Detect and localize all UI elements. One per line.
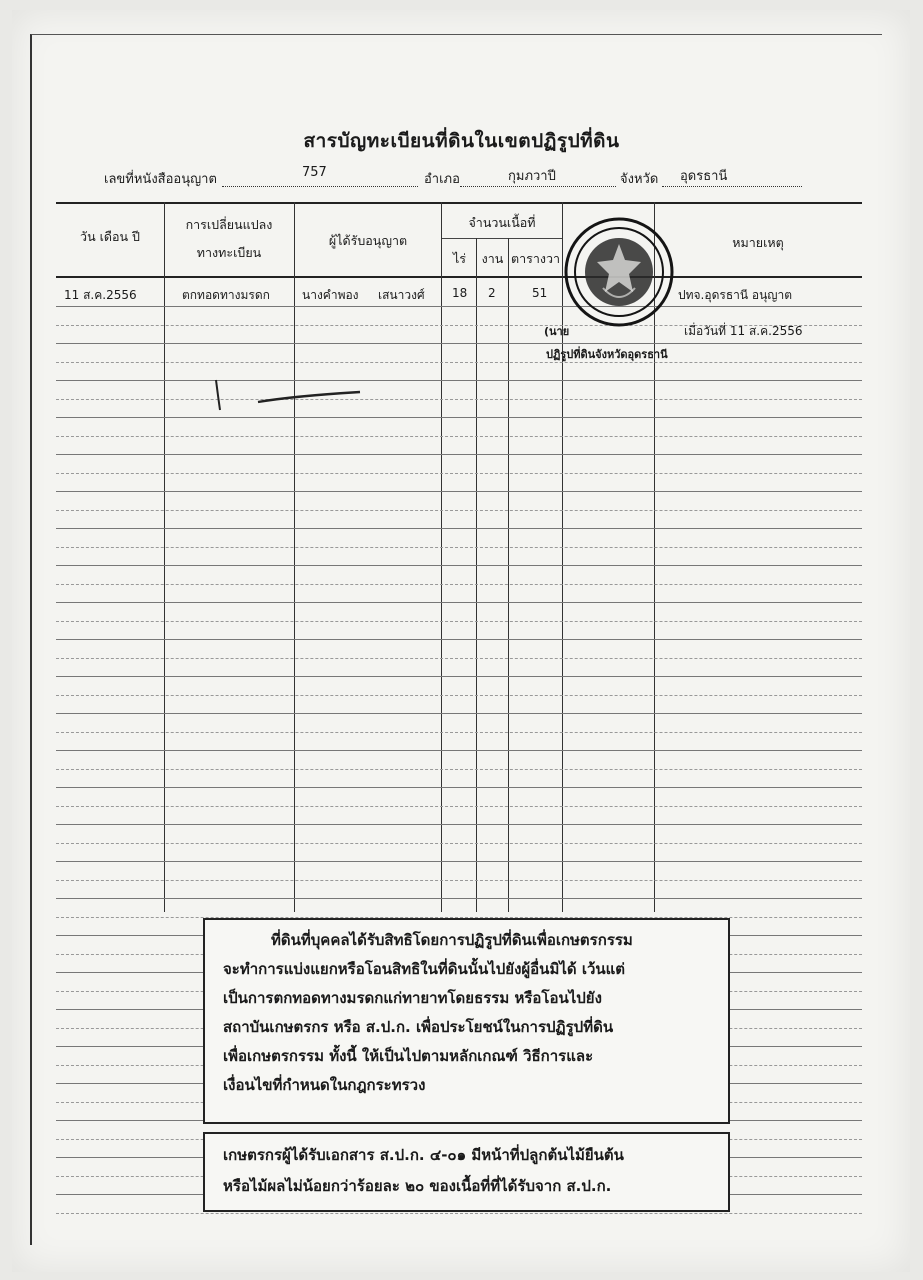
table-top-rule — [56, 202, 862, 204]
row-permittee-surname: เสนาวงศ์ — [378, 288, 425, 302]
table-rule-line — [56, 417, 862, 418]
table-rule-line — [56, 306, 862, 307]
table-rule-line — [56, 399, 862, 400]
table-header-bottom-rule — [56, 276, 862, 278]
row-change: ตกทอดทางมรดก — [182, 288, 270, 302]
header-rai: ไร่ — [452, 251, 466, 266]
table-rule-line — [56, 658, 862, 659]
table-rule-line — [56, 769, 862, 770]
table-rule-line — [56, 639, 862, 640]
province-label: จังหวัด — [620, 172, 659, 187]
row-date: 11 ส.ค.2556 — [64, 288, 137, 302]
header-date: วัน เดือน ปี — [80, 229, 140, 244]
stamp-text-line2: ปฏิรูปที่ดินจังหวัดอุดรธานี — [546, 348, 668, 361]
table-rule-line — [56, 732, 862, 733]
table-rule-line — [56, 362, 862, 363]
province-value: อุดรธานี — [680, 169, 728, 184]
table-rule-line — [56, 436, 862, 437]
header-permittee: ผู้ได้รับอนุญาต — [328, 233, 408, 248]
row-wa: 51 — [532, 286, 548, 300]
header-area: จำนวนเนื้อที่ — [468, 215, 536, 230]
table-rule-line — [56, 824, 862, 825]
notice-1-line-6: เงื่อนไขที่กำหนดในกฎกระทรวง — [223, 1076, 426, 1094]
table-rule-line — [56, 491, 862, 492]
header-remark: หมายเหตุ — [732, 235, 784, 250]
table-rule-line — [56, 713, 862, 714]
table-rule-line — [56, 510, 862, 511]
row-remark-line2: เมื่อวันที่ 11 ส.ค.2556 — [684, 324, 803, 338]
table-rule-line — [56, 547, 862, 548]
notice-box-tree-planting — [203, 1132, 730, 1212]
table-rule-line — [56, 843, 862, 844]
district-dotline — [460, 186, 616, 187]
col-divider-5 — [508, 238, 509, 912]
table-rule-line — [56, 343, 862, 344]
table-rule-line — [56, 621, 862, 622]
notice-1-line-1: ที่ดินที่บุคคลได้รับสิทธิโดยการปฏิรูปที่ดินเพื่อเกษตรกรรม — [271, 931, 633, 949]
province-dotline — [662, 186, 802, 187]
district-label: อำเภอ — [424, 172, 460, 187]
permit-no-label: เลขที่หนังสืออนุญาต — [104, 172, 217, 187]
permit-no-dotline — [222, 186, 418, 187]
table-rule-line — [56, 861, 862, 862]
permit-no-value: 757 — [302, 165, 327, 180]
row-permittee-name: นางคำพอง — [302, 288, 359, 302]
header-ngan: งาน — [481, 251, 504, 266]
table-rule-line — [56, 473, 862, 474]
notice-1-line-3: เป็นการตกทอดทางมรดกแก่ทายาทโดยธรรม หรือโอนไปยัง — [223, 989, 602, 1007]
table-rule-line — [56, 787, 862, 788]
table-rule-line — [56, 380, 862, 381]
header-change-line2: ทางทะเบียน — [196, 245, 262, 260]
table-rule-line — [56, 565, 862, 566]
table-rule-line — [56, 806, 862, 807]
notice-1-line-2: จะทำการแบ่งแยกหรือโอนสิทธิในที่ดินนั้นไปยังผู้อื่นมิได้ เว้นแต่ — [223, 960, 626, 978]
col-divider-4 — [476, 238, 477, 912]
row-ngan: 2 — [488, 286, 496, 300]
table-rule-line — [56, 584, 862, 585]
stamp-text-line1: (นาย — [544, 325, 570, 338]
table-rule-line — [56, 695, 862, 696]
notice-box-land-rights — [203, 918, 730, 1124]
table-rule-line — [56, 676, 862, 677]
row-remark-line1: ปทจ.อุดรธานี อนุญาต — [678, 288, 793, 302]
table-rule-line — [56, 898, 862, 899]
document-title: สารบัญทะเบียนที่ดินในเขตปฏิรูปที่ดิน — [303, 130, 620, 152]
notice-2-line-2: หรือไม้ผลไม่น้อยกว่าร้อยละ ๒๐ ของเนื้อที่ที่ได้รับจาก ส.ป.ก. — [223, 1177, 612, 1195]
table-rule-line — [56, 454, 862, 455]
table-rule-line — [56, 750, 862, 751]
notice-2-line-1: เกษตรกรผู้ได้รับเอกสาร ส.ป.ก. ๔-๐๑ มีหน้าที่ปลูกต้นไม้ยืนต้น — [223, 1146, 624, 1164]
area-subheader-rule — [441, 238, 562, 239]
header-change-line1: การเปลี่ยนแปลง — [185, 217, 273, 232]
district-value: กุมภวาปี — [508, 169, 556, 184]
table-rule-line — [56, 602, 862, 603]
official-seal-stamp — [563, 216, 675, 328]
notice-1-line-5: เพื่อเกษตรกรรม ทั้งนี้ ให้เป็นไปตามหลักเกณฑ์ วิธีการและ — [223, 1047, 594, 1065]
table-rule-line — [56, 1213, 862, 1214]
header-wa: ตารางวา — [510, 251, 560, 266]
row-rai: 18 — [452, 286, 468, 300]
notice-1-line-4: สถาบันเกษตรกร หรือ ส.ป.ก. เพื่อประโยชน์ในการปฏิรูปที่ดิน — [223, 1018, 614, 1036]
signature-mark — [214, 376, 362, 416]
table-rule-line — [56, 880, 862, 881]
table-rule-line — [56, 528, 862, 529]
